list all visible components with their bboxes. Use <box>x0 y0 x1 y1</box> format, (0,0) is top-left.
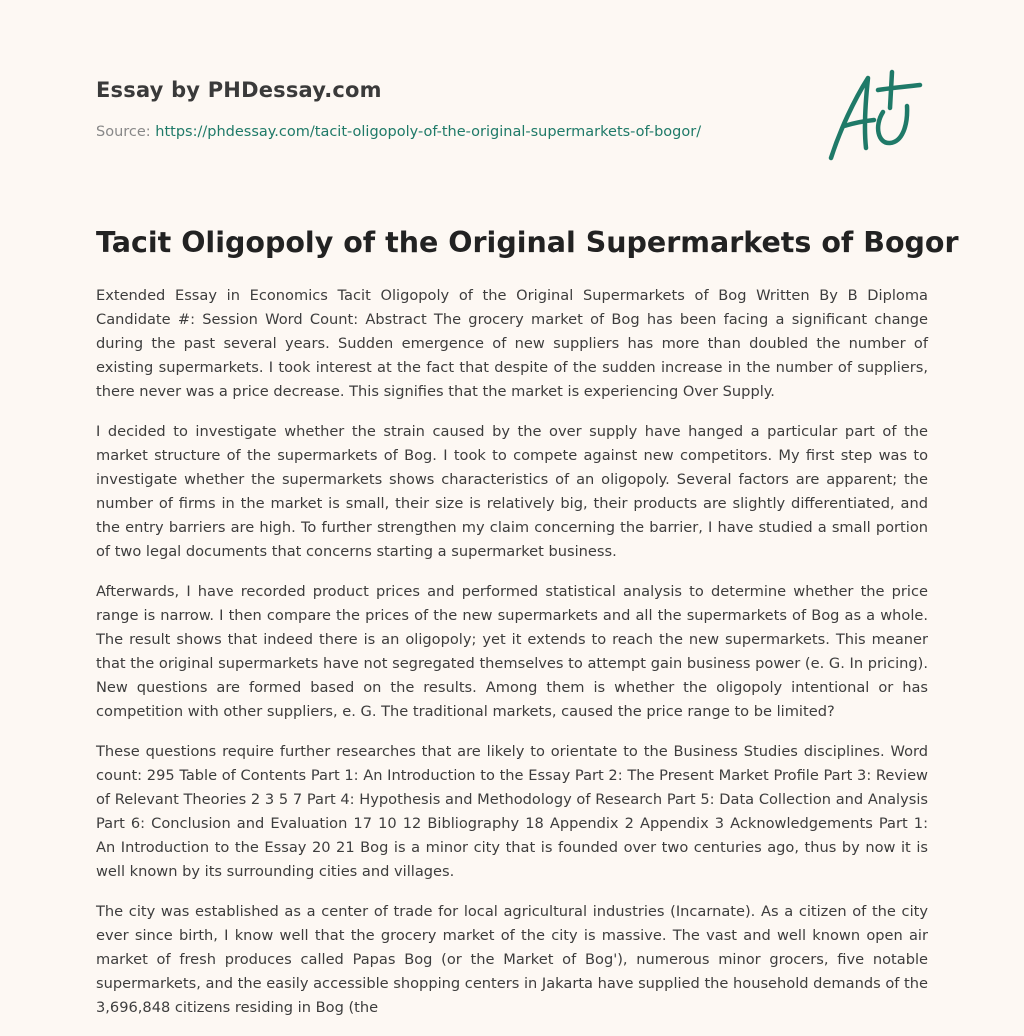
paragraph: Extended Essay in Economics Tacit Oligopoly of the Original Supermarkets of Bog Written By B Diploma Candidate #: Session Word Count: Abstract The grocery market of Bog has been facing a significant change during the past several years. Sudden emergence of new suppliers has more than doubled the number of existing supermarkets. I took interest at the fact that despite of the sudden increase in the number of suppliers, there never was a price decrease. This signifies that the market is experiencing Over Supply. <box>96 287 928 400</box>
document-header <box>96 70 936 170</box>
page-title: Tacit Oligopoly of the Original Supermarkets of Bogor <box>96 226 959 259</box>
article-body <box>96 284 928 1036</box>
site-name: Essay by PHDessay.com <box>96 78 382 102</box>
paragraph: These questions require further researches that are likely to orientate to the Business Studies disciplines. Word count: 295 Table of Contents Part 1: An Introduction to the Essay Part 2: The Present Market Profile Part 3: Review of Relevant Theories 2 3 5 7 Part 4: Hypothesis and Methodology of Research Part 5: Data Collection and Analysis Part 6: Conclusion and Evaluation 17 10 12 Bibliography 18 Appendix 2 Appendix 3 Acknowledgements Part 1: An Introduction to the Essay 20 21 Bog is a minor city that is founded over two centuries ago, thus by now it is well known by its surrounding cities and villages. <box>96 743 928 880</box>
paragraph: The city was established as a center of trade for local agricultural industries (Incarnate). As a citizen of the city ever since birth, I know well that the grocery market of the city is massive. The vast and well known open air market of fresh produces called Papas Bog (or the Market of Bog'), numerous minor grocers, five notable supermarkets, and the easily accessible shopping centers in Jakarta have supplied the household demands of the 3,696,848 citizens residing in Bog (the <box>96 903 928 1016</box>
source-line <box>96 124 701 140</box>
source-label: Source: <box>96 124 151 140</box>
paragraph: Afterwards, I have recorded product prices and performed statistical analysis to determine whether the price range is narrow. I then compare the prices of the new supermarkets and all the supermarkets of Bog as a whole. The result shows that indeed there is an oligopoly; yet it extends to reach the new supermarkets. This meaner that the original supermarkets have not segregated themselves to attempt gain business power (e. G. In pricing). New questions are formed based on the results. Among them is whether the oligopoly intentional or has competition with other suppliers, e. G. The traditional markets, caused the price range to be limited? <box>96 583 928 720</box>
paragraph: I decided to investigate whether the strain caused by the over supply have hanged a particular part of the market structure of the supermarkets of Bog. I took to compete against new competitors. My first step was to investigate whether the supermarkets shows characteristics of an oligopoly. Several factors are apparent; the number of firms in the market is small, their size is relatively big, their products are slightly differentiated, and the entry barriers are high. To further strengthen my claim concerning the barrier, I have studied a small portion of two legal documents that concerns starting a supermarket business. <box>96 423 928 560</box>
a-plus-grade-icon <box>828 68 928 164</box>
source-link[interactable]: https://phdessay.com/tacit-oligopoly-of-the-original-supermarkets-of-bogor/ <box>155 124 702 140</box>
